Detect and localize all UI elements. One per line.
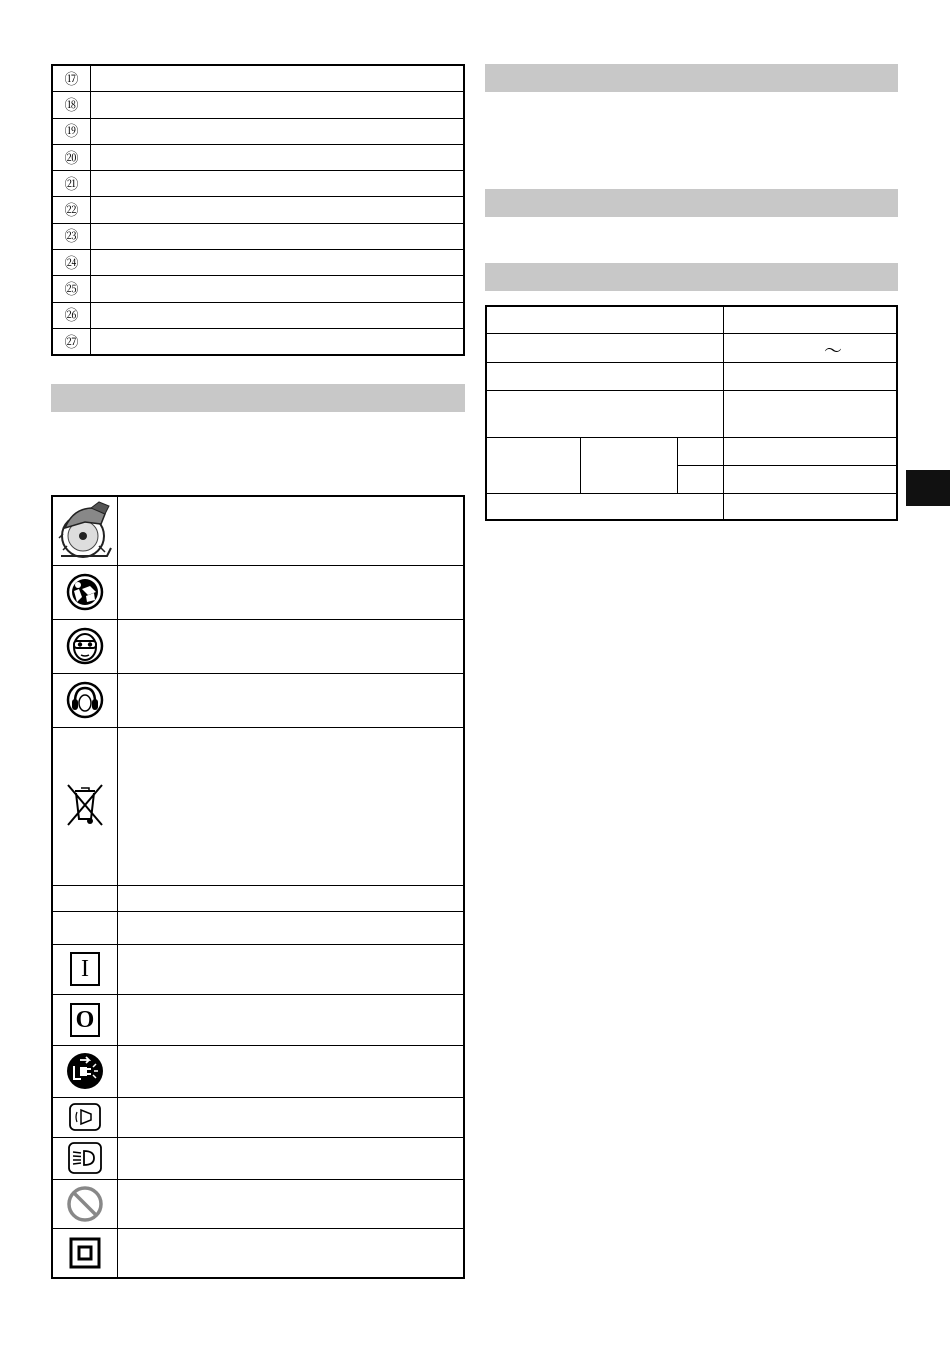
symbol-row xyxy=(52,994,464,1045)
symbol-row xyxy=(52,944,464,994)
part-name xyxy=(91,92,465,118)
parts-row xyxy=(52,197,464,223)
symbol-description xyxy=(118,994,465,1045)
spec-label xyxy=(486,493,724,520)
part-name xyxy=(91,328,465,355)
part-number: ⑰ xyxy=(52,65,91,92)
part-number: ⑲ xyxy=(52,118,91,144)
switch-off-label: O xyxy=(70,1003,100,1037)
part-number: ㉔ xyxy=(52,250,91,276)
symbol-description xyxy=(118,1045,465,1097)
double-insulation-icon xyxy=(52,1228,118,1278)
symbol-description xyxy=(118,1179,465,1228)
part-name xyxy=(91,144,465,170)
spec-row xyxy=(486,390,897,437)
symbol-row xyxy=(52,496,464,565)
parts-row xyxy=(52,328,464,355)
ear-protection-icon xyxy=(52,673,118,727)
part-name xyxy=(91,223,465,249)
symbols-section-heading xyxy=(51,384,465,412)
symbol-row xyxy=(52,1179,464,1228)
spec-value xyxy=(724,493,898,520)
parts-row xyxy=(52,65,464,92)
switch-on-icon xyxy=(52,944,118,994)
part-name xyxy=(91,65,465,92)
eye-protection-icon xyxy=(52,619,118,673)
part-number: ㉕ xyxy=(52,276,91,302)
parts-row xyxy=(52,118,464,144)
parts-row xyxy=(52,250,464,276)
circular-saw-icon xyxy=(52,496,118,565)
symbol-row xyxy=(52,1045,464,1097)
symbol-row xyxy=(52,619,464,673)
spec-label xyxy=(486,306,724,333)
part-name xyxy=(91,250,465,276)
symbol-row xyxy=(52,727,464,885)
spec-row xyxy=(486,306,897,333)
parts-row xyxy=(52,171,464,197)
symbol-row xyxy=(52,885,464,911)
symbol-description xyxy=(118,1228,465,1278)
prohibited-icon xyxy=(52,1179,118,1228)
switch-on-label: I xyxy=(70,952,100,986)
part-number: ㉑ xyxy=(52,171,91,197)
language-side-tab xyxy=(906,470,950,506)
part-number: ⑳ xyxy=(52,144,91,170)
symbol-row xyxy=(52,1228,464,1278)
parts-table xyxy=(51,64,465,356)
parts-row xyxy=(52,302,464,328)
spec-value xyxy=(724,333,898,362)
spec-value xyxy=(724,465,898,493)
spec-value xyxy=(724,362,898,390)
read-manual-icon xyxy=(52,565,118,619)
symbol-description xyxy=(118,565,465,619)
symbols-table xyxy=(51,495,465,1279)
symbol-description xyxy=(118,673,465,727)
spec-unit xyxy=(678,465,724,493)
symbol-row xyxy=(52,1097,464,1137)
symbol-description xyxy=(118,727,465,885)
part-name xyxy=(91,197,465,223)
spec-value xyxy=(724,390,898,437)
spec-label xyxy=(486,390,724,437)
blank-symbol-cell xyxy=(52,911,118,944)
spec-unit xyxy=(678,437,724,465)
switch-off-icon xyxy=(52,994,118,1045)
symbol-description xyxy=(118,1137,465,1179)
symbol-description xyxy=(118,1097,465,1137)
parts-row xyxy=(52,276,464,302)
specifications-heading xyxy=(485,263,898,291)
part-number: ㉒ xyxy=(52,197,91,223)
symbol-row xyxy=(52,911,464,944)
symbol-row xyxy=(52,1137,464,1179)
part-name xyxy=(91,118,465,144)
parts-row xyxy=(52,223,464,249)
ac-symbol: ～ xyxy=(824,340,842,361)
parts-row xyxy=(52,144,464,170)
spec-row xyxy=(486,493,897,520)
section-heading-2 xyxy=(485,189,898,217)
spec-label xyxy=(486,437,581,493)
specifications-table xyxy=(485,305,898,521)
soft-start-icon xyxy=(52,1097,118,1137)
spec-sublabel xyxy=(581,437,678,493)
part-number: ㉖ xyxy=(52,302,91,328)
part-name xyxy=(91,302,465,328)
symbol-description xyxy=(118,944,465,994)
blank-symbol-cell xyxy=(52,885,118,911)
spec-row xyxy=(486,362,897,390)
symbol-description xyxy=(118,496,465,565)
spec-value xyxy=(724,437,898,465)
spec-label xyxy=(486,333,724,362)
part-number: ⑱ xyxy=(52,92,91,118)
spec-value xyxy=(724,306,898,333)
part-name xyxy=(91,276,465,302)
spec-row xyxy=(486,333,897,362)
part-number: ㉓ xyxy=(52,223,91,249)
spec-row xyxy=(486,437,897,465)
light-icon xyxy=(52,1137,118,1179)
symbol-description xyxy=(118,911,465,944)
symbol-description xyxy=(118,885,465,911)
section-heading-1 xyxy=(485,64,898,92)
part-number: ㉗ xyxy=(52,328,91,355)
symbol-description xyxy=(118,619,465,673)
part-name xyxy=(91,171,465,197)
symbol-row xyxy=(52,673,464,727)
crossed-bin-icon xyxy=(52,727,118,885)
spec-label xyxy=(486,362,724,390)
symbol-row xyxy=(52,565,464,619)
unplug-icon xyxy=(52,1045,118,1097)
parts-row xyxy=(52,92,464,118)
